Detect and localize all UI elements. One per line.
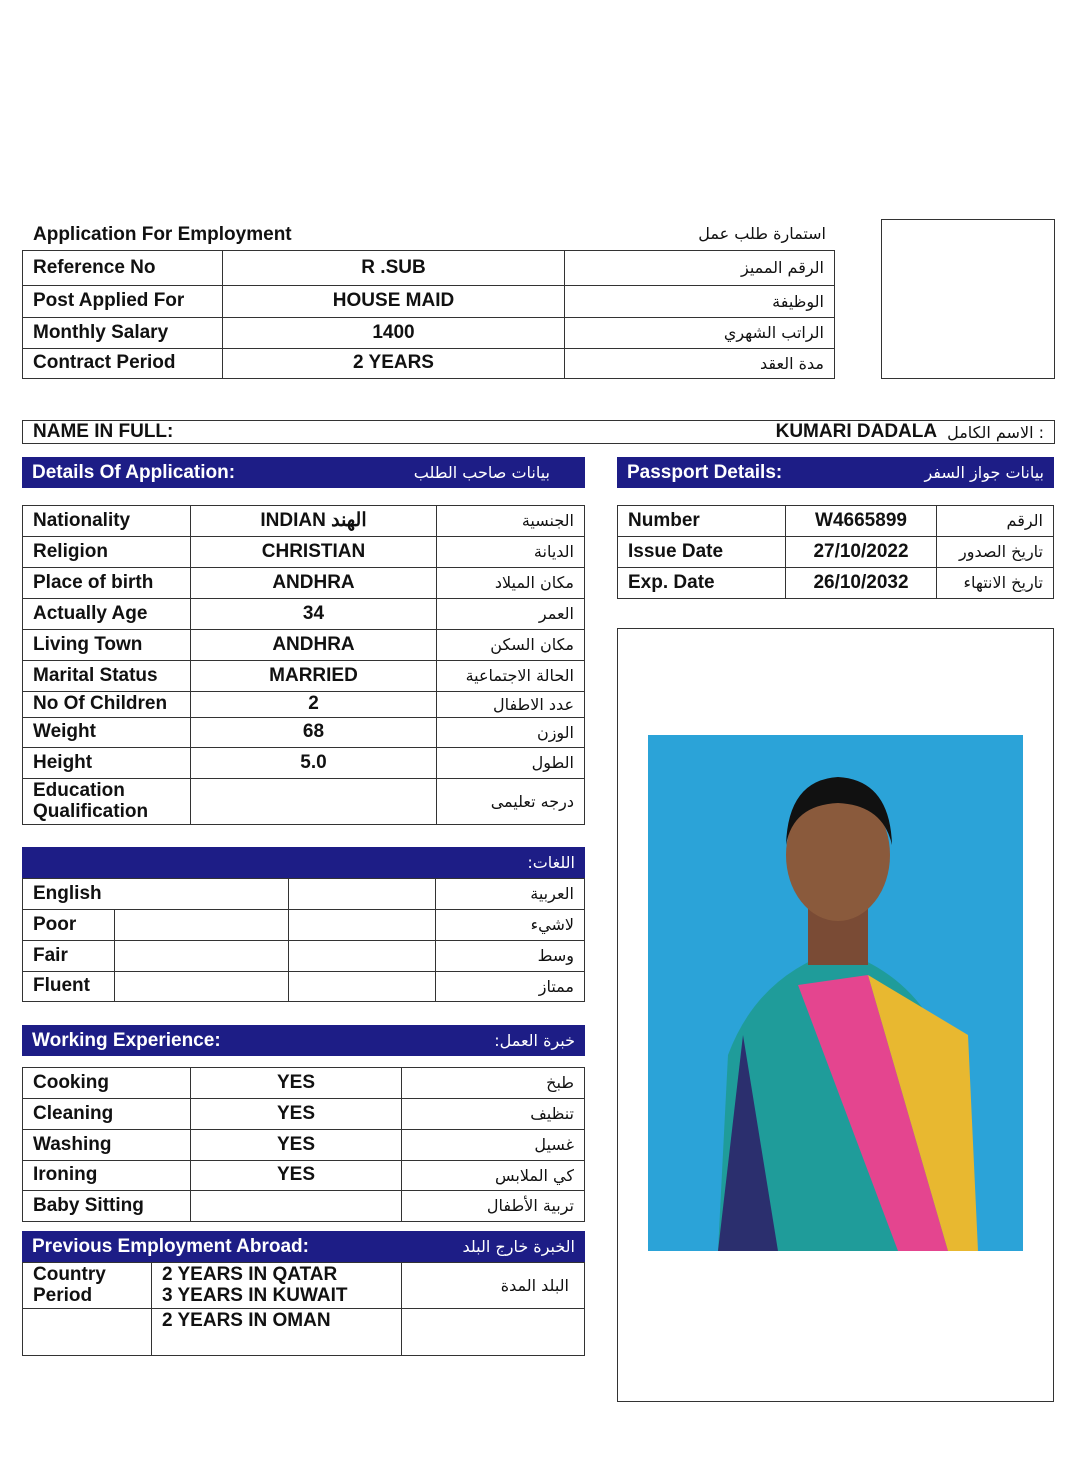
row-value: YES: [191, 1130, 402, 1161]
table-row: [23, 972, 585, 1002]
passport-title-arabic: بيانات جواز السفر: [924, 463, 1044, 482]
abroad-title-arabic: الخبرة خارج البلد: [462, 1237, 575, 1256]
row-label: Living Town: [23, 630, 191, 661]
applicant-photo: [648, 735, 1023, 1251]
table-row: [23, 661, 585, 692]
languages-table: [22, 878, 585, 1002]
table-row: [23, 1161, 585, 1191]
table-row: [23, 318, 835, 349]
row-label-arabic: غسيل: [402, 1130, 585, 1161]
abroad-entry: 2 YEARS IN QATAR: [162, 1264, 338, 1285]
row-label-arabic: تاريخ الانتهاء: [937, 568, 1054, 599]
experience-table: [22, 1067, 585, 1222]
row-label-arabic: الديانة: [437, 537, 585, 568]
row-label-arabic: كي الملابس: [402, 1161, 585, 1191]
name-value: KUMARI DADALA: [775, 421, 938, 442]
row-label: Number: [618, 506, 786, 537]
table-row: [23, 349, 835, 379]
empty-cell: [289, 972, 436, 1002]
country-label: Country: [33, 1264, 106, 1285]
row-value: CHRISTIAN: [191, 537, 437, 568]
row-value: YES: [191, 1068, 402, 1099]
level-label: Fair: [23, 941, 115, 972]
table-row: [23, 251, 835, 286]
row-label-arabic: تربية الأطفال: [402, 1191, 585, 1222]
abroad-labels: [23, 1263, 152, 1309]
details-header: [22, 457, 585, 488]
level-label-arabic: لاشيء: [436, 910, 585, 941]
row-label-arabic: الراتب الشهري: [565, 318, 835, 349]
row-label: Monthly Salary: [23, 318, 223, 349]
row-value: 34: [191, 599, 437, 630]
row-value: ANDHRA: [191, 630, 437, 661]
table-row: [618, 537, 1054, 568]
table-row: [618, 568, 1054, 599]
passport-header: [617, 457, 1054, 488]
row-label: Washing: [23, 1130, 191, 1161]
row-label-arabic: الحالة الاجتماعية: [437, 661, 585, 692]
row-value: R .SUB: [223, 251, 565, 286]
row-value: W4665899: [786, 506, 937, 537]
row-value: 2: [191, 692, 437, 718]
row-label: Exp. Date: [618, 568, 786, 599]
row-value: 2 YEARS: [223, 349, 565, 379]
abroad-header: [22, 1231, 585, 1262]
row-label-arabic: تاريخ الصدور: [937, 537, 1054, 568]
row-label: No Of Children: [23, 692, 191, 718]
row-value: YES: [191, 1099, 402, 1130]
row-value: 1400: [223, 318, 565, 349]
name-label: NAME IN FULL:: [33, 421, 174, 442]
period-label: Period: [33, 1284, 93, 1306]
level-label: Fluent: [23, 972, 115, 1002]
row-label: Religion: [23, 537, 191, 568]
row-label: Ironing: [23, 1161, 191, 1191]
table-row: [23, 1068, 585, 1099]
table-row: [23, 599, 585, 630]
row-label-arabic: الوزن: [437, 718, 585, 748]
passport-table: [617, 505, 1054, 599]
row-label: Cleaning: [23, 1099, 191, 1130]
table-row: [23, 910, 585, 941]
row-label: Post Applied For: [23, 286, 223, 318]
details-title: Details Of Application:: [32, 461, 236, 483]
name-label-arabic: : الاسم الكامل: [947, 422, 1044, 442]
row-label: Height: [23, 748, 191, 779]
form-title: Application For Employment: [33, 224, 292, 245]
table-row: [23, 941, 585, 972]
table-row: [23, 1191, 585, 1222]
row-label-arabic: الوظيفة: [565, 286, 835, 318]
row-label: Reference No: [23, 251, 223, 286]
row-value: 68: [191, 718, 437, 748]
table-row: [23, 692, 585, 718]
level-label-arabic: ممتاز: [436, 972, 585, 1002]
table-row: [23, 718, 585, 748]
table-row: [23, 286, 835, 318]
table-row: [23, 748, 585, 779]
empty-cell: [289, 941, 436, 972]
details-table: [22, 505, 585, 825]
table-row: [23, 506, 585, 537]
row-label-arabic: درجه تعليمى: [437, 779, 585, 825]
details-title-arabic: بيانات صاحب الطلب: [413, 463, 550, 482]
experience-header: [22, 1025, 585, 1056]
row-label-arabic: الجنسية: [437, 506, 585, 537]
row-value: YES: [191, 1161, 402, 1191]
abroad-arabic: البلد المدة: [402, 1263, 585, 1309]
row-label: Cooking: [23, 1068, 191, 1099]
row-label-arabic: مدة العقد: [565, 349, 835, 379]
empty-cell: [289, 879, 436, 910]
empty-cell: [115, 910, 289, 941]
row-value: 27/10/2022: [786, 537, 937, 568]
row-label: Actually Age: [23, 599, 191, 630]
table-row: [23, 1130, 585, 1161]
passport-title: Passport Details:: [627, 461, 783, 483]
empty-cell: [115, 972, 289, 1002]
language-arabic-label: العربية: [436, 879, 585, 910]
level-label-arabic: وسط: [436, 941, 585, 972]
photo-frame: [617, 628, 1054, 1402]
experience-title-arabic: خبرة العمل:: [494, 1031, 575, 1050]
table-row: [23, 630, 585, 661]
row-label: Baby Sitting: [23, 1191, 191, 1222]
row-label-arabic: الرقم المميز: [565, 251, 835, 286]
row-label: Nationality: [23, 506, 191, 537]
empty-cell: [115, 941, 289, 972]
table-row: [23, 537, 585, 568]
row-label: Weight: [23, 718, 191, 748]
row-label: Issue Date: [618, 537, 786, 568]
name-row: [22, 420, 1055, 444]
job-table: [22, 250, 835, 379]
level-label: Poor: [23, 910, 115, 941]
language-english-label: English: [23, 879, 289, 910]
table-row: [23, 879, 585, 910]
experience-title: Working Experience:: [32, 1029, 221, 1051]
row-label-arabic: الطول: [437, 748, 585, 779]
row-value: MARRIED: [191, 661, 437, 692]
row-label: Marital Status: [23, 661, 191, 692]
table-row: [618, 506, 1054, 537]
abroad-empty: [402, 1309, 585, 1356]
row-label: Place of birth: [23, 568, 191, 599]
row-value: INDIAN الهند: [191, 506, 437, 537]
row-label-arabic: تنظيف: [402, 1099, 585, 1130]
row-label: Contract Period: [23, 349, 223, 379]
row-label-arabic: طبخ: [402, 1068, 585, 1099]
row-value: 26/10/2032: [786, 568, 937, 599]
row-value: HOUSE MAID: [223, 286, 565, 318]
row-label-arabic: العمر: [437, 599, 585, 630]
table-row: [23, 568, 585, 599]
abroad-entries: [152, 1263, 402, 1309]
abroad-table: [22, 1262, 585, 1356]
row-value: [191, 779, 437, 825]
abroad-entry: 3 YEARS IN KUWAIT: [162, 1284, 348, 1306]
row-value: [191, 1191, 402, 1222]
abroad-entry: 2 YEARS IN OMAN: [152, 1309, 402, 1356]
photo-box-small: [881, 219, 1055, 379]
row-label: Education Qualification: [23, 779, 191, 825]
abroad-empty: [23, 1309, 152, 1356]
table-row: [23, 779, 585, 825]
row-label-arabic: مكان الميلاد: [437, 568, 585, 599]
table-row: [23, 1099, 585, 1130]
row-value: 5.0: [191, 748, 437, 779]
languages-header: [22, 847, 585, 878]
empty-cell: [289, 910, 436, 941]
form-title-arabic: استمارة طلب عمل: [698, 224, 826, 243]
row-label-arabic: مكان السكن: [437, 630, 585, 661]
abroad-title: Previous Employment Abroad:: [32, 1235, 309, 1257]
languages-title-arabic: اللغات:: [527, 853, 575, 872]
row-label-arabic: عدد الاطفال: [437, 692, 585, 718]
row-value: ANDHRA: [191, 568, 437, 599]
row-label-arabic: الرقم: [937, 506, 1054, 537]
